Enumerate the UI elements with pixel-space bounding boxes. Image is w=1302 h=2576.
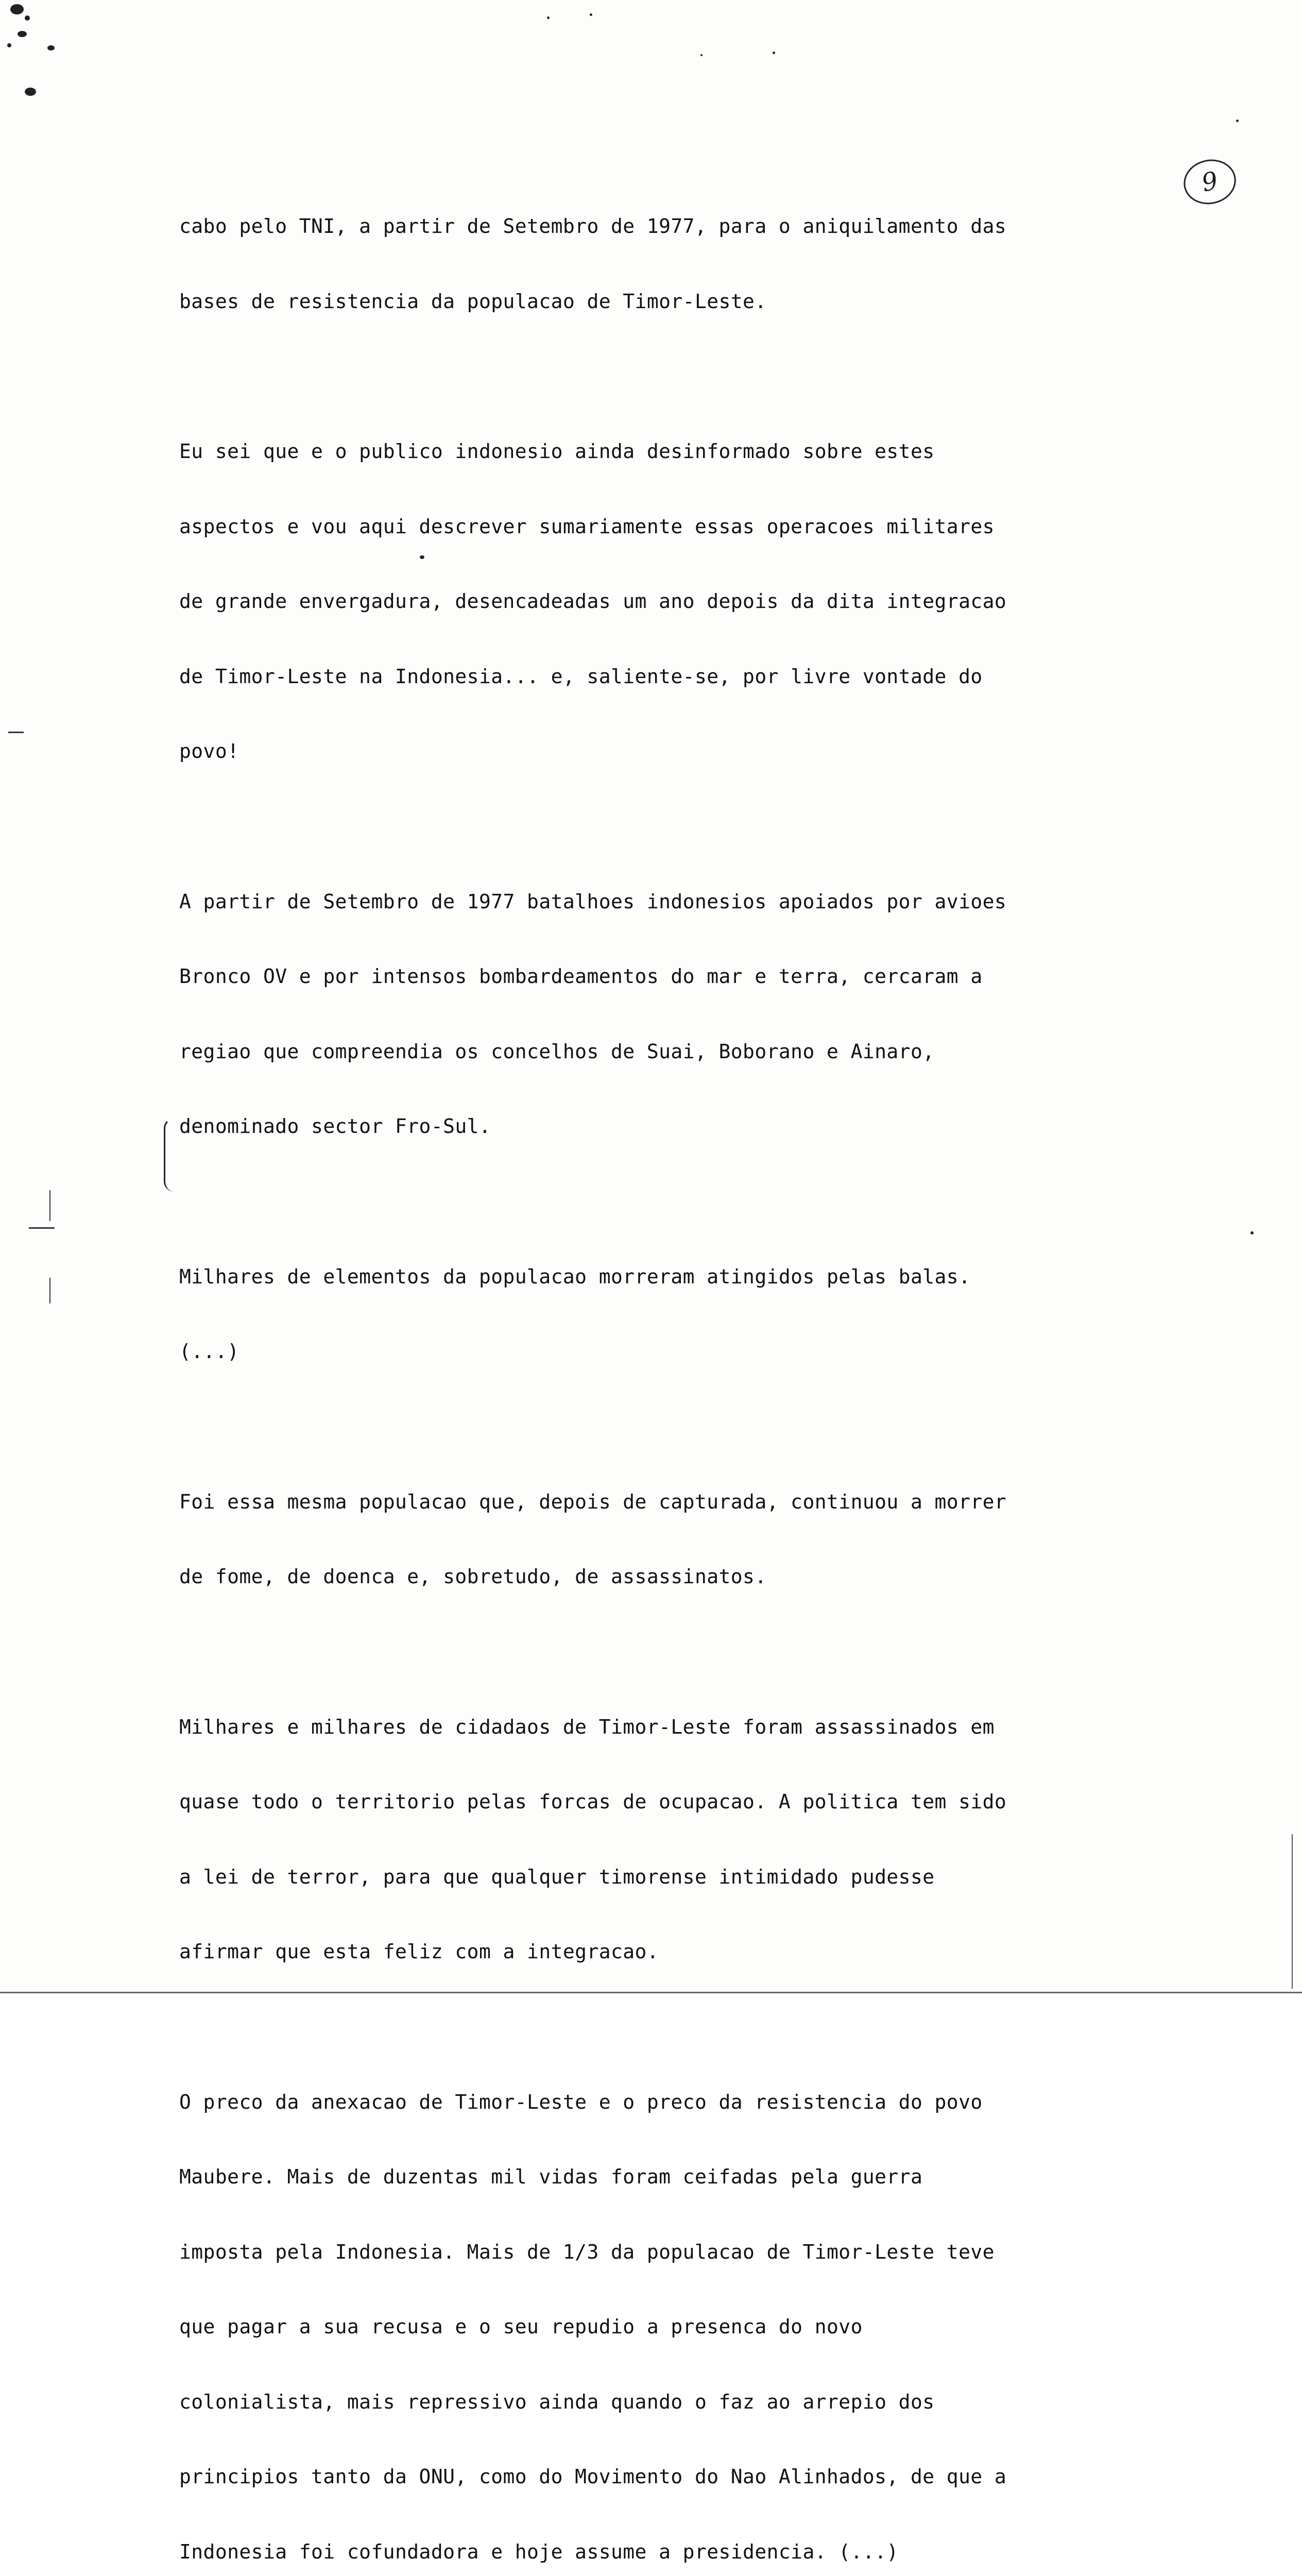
scan-speck (10, 4, 24, 14)
scan-speck (18, 31, 27, 37)
text-line: O preco da anexacao de Timor-Leste e o preco da resistencia do povo (179, 2090, 1044, 2115)
scan-speck (7, 43, 11, 47)
text-line: (...) (179, 1339, 1044, 1364)
text-line: aspectos e vou aqui descrever sumariamente essas operacoes militares (179, 514, 1044, 539)
scan-speck (25, 15, 30, 21)
text-line: Bronco OV e por intensos bombardeamentos do mar e terra, cercaram a (179, 964, 1044, 989)
scan-speck (47, 45, 55, 50)
text-line: Milhares e milhares de cidadaos de Timor-Leste foram assassinados em (179, 1715, 1044, 1740)
scan-speck (773, 52, 775, 54)
text-line: de fome, de doenca e, sobretudo, de assassinatos. (179, 1564, 1044, 1589)
text-line: Milhares de elementos da populacao morreram atingidos pelas balas. (179, 1264, 1044, 1290)
text-line: povo! (179, 739, 1044, 764)
scan-speck (547, 16, 550, 19)
text-line: de grande envergadura, desencadeadas um ano depois da dita integracao (179, 589, 1044, 614)
text-line: Eu sei que e o publico indonesio ainda desinformado sobre estes (179, 439, 1044, 464)
text-line: Indonesia foi cofundadora e hoje assume a presidencia. (...) (179, 2539, 1044, 2565)
scan-speck (590, 13, 592, 16)
text-line: denominado sector Fro-Sul. (179, 1114, 1044, 1139)
text-line: A partir de Setembro de 1977 batalhoes indonesios apoiados por avioes (179, 889, 1044, 914)
paragraph (179, 839, 1044, 1189)
paragraph (179, 1665, 1044, 2014)
scan-speck (1250, 1231, 1254, 1234)
text-line: regiao que compreendia os concelhos de Suai, Boborano e Ainaro, (179, 1039, 1044, 1064)
text-line: principios tanto da ONU, como do Movimento do Nao Alinhados, de que a (179, 2464, 1044, 2489)
text-line: colonialista, mais repressivo ainda quando o faz ao arrepio dos (179, 2389, 1044, 2415)
text-line: bases de resistencia da populacao de Timor-Leste. (179, 289, 1044, 314)
page-number: 9 (1179, 155, 1240, 209)
scan-speck (25, 88, 36, 96)
paragraph (179, 2040, 1044, 2576)
handwritten-bracket (164, 1118, 177, 1192)
margin-mark (49, 1190, 50, 1221)
margin-mark (29, 1227, 55, 1229)
body-text (179, 164, 1044, 2576)
paragraph (179, 1439, 1044, 1639)
margin-mark (8, 732, 24, 733)
paragraph (179, 164, 1044, 364)
text-line: que pagar a sua recusa e o seu repudio a presenca do novo (179, 2314, 1044, 2340)
scan-speck (700, 54, 703, 56)
text-line: de Timor-Leste na Indonesia... e, saliente-se, por livre vontade do (179, 664, 1044, 689)
text-line: imposta pela Indonesia. Mais de 1/3 da populacao de Timor-Leste teve (179, 2240, 1044, 2265)
text-line: afirmar que esta feliz com a integracao. (179, 1939, 1044, 1964)
text-line: Maubere. Mais de duzentas mil vidas foram ceifadas pela guerra (179, 2164, 1044, 2190)
text-line: Foi essa mesma populacao que, depois de capturada, continuou a morrer (179, 1489, 1044, 1515)
page-edge-line (1292, 1834, 1293, 1989)
text-line: cabo pelo TNI, a partir de Setembro de 1977, para o aniquilamento das (179, 214, 1044, 239)
paragraph (179, 1214, 1044, 1414)
paragraph (179, 389, 1044, 814)
text-line: a lei de terror, para que qualquer timorense intimidado pudesse (179, 1865, 1044, 1890)
text-line: quase todo o territorio pelas forcas de ocupacao. A politica tem sido (179, 1789, 1044, 1815)
margin-mark (49, 1278, 50, 1303)
scan-speck (1236, 120, 1239, 122)
